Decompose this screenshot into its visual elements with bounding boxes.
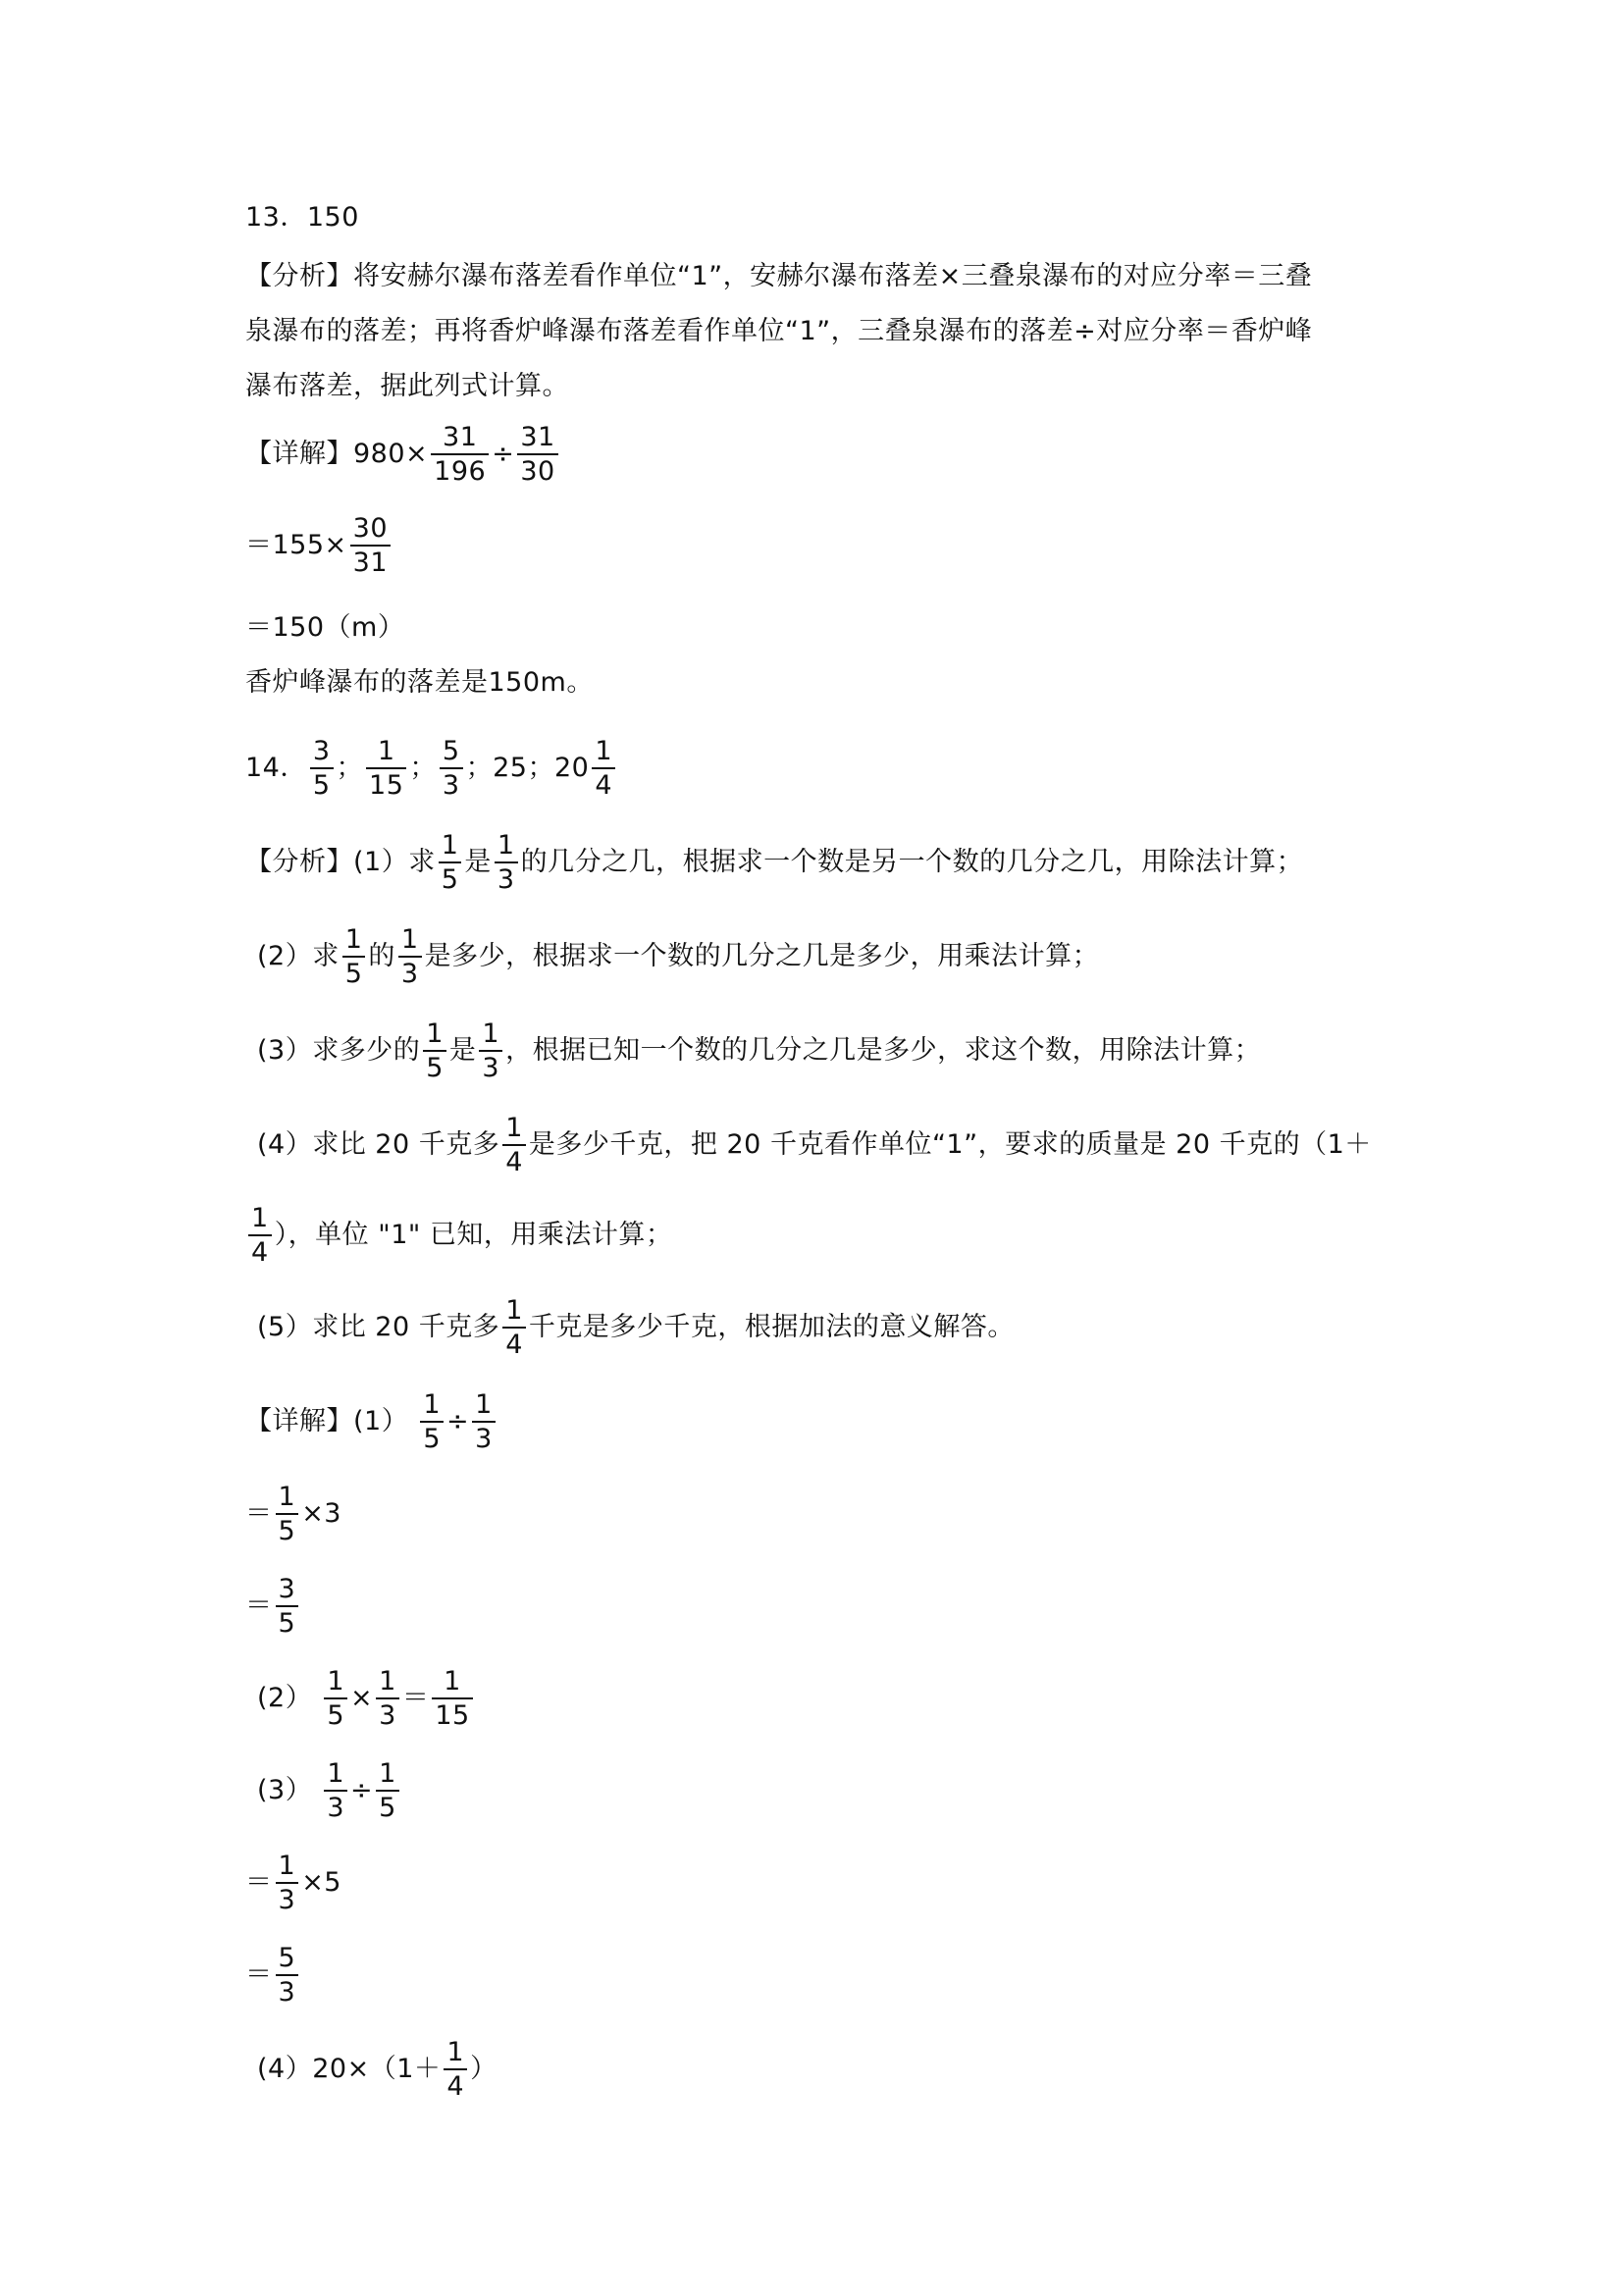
answer-fraction: $\frac{5}{3}$ [440,738,463,799]
fraction: $\frac{31}{30}$ [517,424,557,485]
fraction: $\frac{30}{31}$ [350,515,391,576]
q14-analysis-3: (3）求多少的 $\frac{1}{5}$ 是 $\frac{1}{3}$ ，根据已知一个数的几分之几是多少，求这个数，用除法计算； [257,1018,1262,1083]
q13-analysis-line-3: 瀑布落差，据此列式计算。 [245,371,569,401]
q14-detail-3-step-2: ＝ $\frac{1}{3}$ ×5 [245,1851,341,1915]
q14-detail-3-step-3: ＝ $\frac{5}{3}$ [245,1945,1403,2006]
q14-detail-1-step-2: ＝ $\frac{1}{5}$ ×3 [245,1482,341,1546]
q14-detail-1: 【详解】(1） $\frac{1}{5}$ ÷ $\frac{1}{3}$ [245,1391,1403,1452]
q14-detail-3: (3） $\frac{1}{3}$ ÷ $\frac{1}{5}$ [257,1760,1415,1821]
detail-label: 【详解】 [245,439,353,469]
q13-detail-step-1 [245,424,1403,485]
divide-op: ÷ [492,439,515,469]
q14-detail-1-step-3: ＝ $\frac{3}{5}$ [245,1576,1403,1637]
answer-5-whole: 20 [553,753,590,783]
q14-number: 14． [245,753,307,783]
q13-conclusion: 香炉峰瀑布的落差是150m。 [245,667,594,698]
q13-analysis-line-2: 泉瀑布的落差；再将香炉峰瀑布落差看作单位“1”，三叠泉瀑布的落差÷对应分率＝香炉峰 [245,316,1313,346]
fraction: $\frac{31}{196}$ [431,424,489,485]
q14-heading: 14． $\frac{3}{5}$ ； $\frac{1}{15}$ ； $\frac{5}{3}$ ；25；20 $\frac{1}{4}$ [245,738,1403,799]
q14-analysis-4: (4）求比 20 千克多 $\frac{1}{4}$ 是多少千克，把 20 千克看作单位“1”，要求的质量是 20 千克的（1＋ [257,1113,1372,1177]
q13-detail-step-3: ＝150（m） [245,612,405,643]
answer-fraction: $\frac{3}{5}$ [310,738,334,799]
q13-heading: 13．150 [245,202,359,233]
q14-analysis-5: (5）求比 20 千克多 $\frac{1}{4}$ 千克是多少千克，根据加法的意义解答。 [257,1295,1015,1360]
q13-analysis-line-1: 【分析】将安赫尔瀑布落差看作单位“1”，安赫尔瀑布落差×三叠泉瀑布的对应分率＝三叠 [245,261,1313,291]
answer-fraction: $\frac{1}{15}$ [366,738,406,799]
q14-detail-4: (4）20×（1＋ $\frac{1}{4}$ ） [257,2037,497,2102]
step2-lead: ＝155× [245,530,347,560]
q14-analysis-4-cont: $\frac{1}{4}$ ），单位 "1" 已知，用乘法计算； [245,1205,1403,1266]
step1-lead: 980× [353,439,429,469]
answer-fraction: $\frac{1}{4}$ [592,738,615,799]
q14-analysis-1: 【分析】(1）求 $\frac{1}{5}$ 是 $\frac{1}{3}$ 的几分之几，根据求一个数是另一个数的几分之几，用除法计算； [245,830,1304,895]
q14-analysis-2: (2）求 $\frac{1}{5}$ 的 $\frac{1}{3}$ 是多少，根据求一个数的几分之几是多少，用乘法计算； [257,924,1100,989]
answer-4: 25； [493,753,554,783]
q13-detail-step-2 [245,515,1403,576]
q14-detail-2: (2） $\frac{1}{5}$ × $\frac{1}{3}$ ＝ $\frac{1}{15}$ [257,1668,1415,1729]
